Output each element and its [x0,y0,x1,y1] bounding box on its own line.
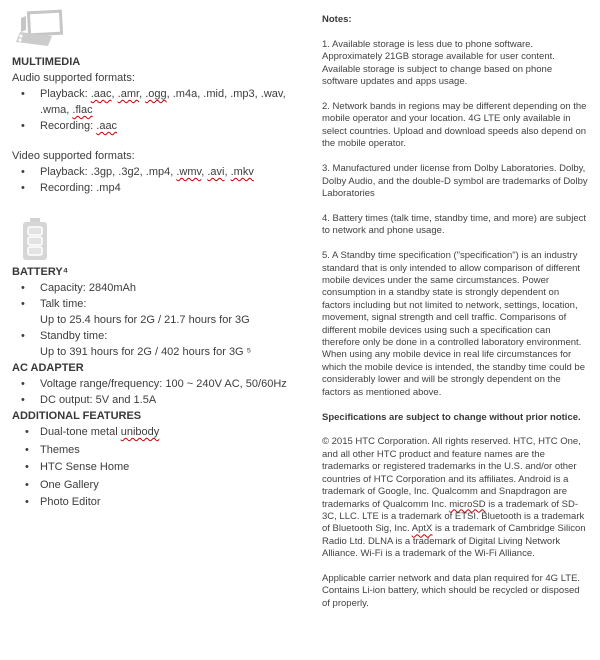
standby-time-label: • Standby time: [40,330,108,342]
feature-one-gallery: • One Gallery [40,478,99,491]
battery-icon [12,216,308,262]
video-playback-formats: • Playback: .3gp, .3g2, .mp4, .wmv, .avi, .mkv [40,166,254,178]
list-item [12,442,308,460]
note-2: 2. Network bands in regions may be different depending on the mobile operator and your location. 4G LTE only available in select countries. Upload and download speeds also depend on the mobile operator. [322,101,587,150]
note-3: 3. Manufactured under license from Dolby Laboratories. Dolby, Dolby Audio, and the double-D symbol are trademarks of Dolby Laboratories [322,163,588,199]
audio-formats-list [12,86,308,134]
voltage-range: • Voltage range/frequency: 100 ~ 240V AC, 50/60Hz [40,378,287,390]
list-item [12,164,308,180]
notes-title: Notes: [322,14,352,25]
additional-features-list [12,424,308,512]
copyright-paragraph: © 2015 HTC Corporation. All rights reserved. HTC, HTC One, and all other HTC product and feature names are the trademarks or registered trademarks in the U.S. and/or other countries of HTC Corporation and its affiliates. Android is a trademark of Google, Inc. Qualcomm and Snapdragon are trademarks of Qualcomm Inc. microSD is a trademark of SD-3C, LLC. LTE is a trademark of ETSI. Bluetooth is a trademark of Bluetooth Sig, Inc. AptX is a trademark of Cambridge Silicon Radio Ltd. DLNA is a trademark of Digital Living Network Alliance. Wi-Fi is a trademark of the Wi-Fi Alliance. [322,436,586,560]
list-item [12,180,308,196]
standby-time-value: Up to 391 hours for 2G / 402 hours for 3G ⁵ [40,346,252,358]
feature-sense-home: • HTC Sense Home [40,461,130,473]
note-4: 4. Battery times (talk time, standby time, and more) are subject to network and phone usage. [322,212,586,237]
list-item [12,118,308,134]
additional-features-heading: ADDITIONAL FEATURES [12,410,142,422]
battery-heading: BATTERY⁴ [12,266,69,278]
ac-adapter-list [12,376,308,408]
dc-output: • DC output: 5V and 1.5A [40,394,157,406]
video-formats-label: Video supported formats: [12,150,135,162]
list-item [12,459,308,477]
list-item [12,86,308,118]
feature-themes: • Themes [40,443,80,456]
list-item [12,280,308,296]
list-item [12,494,308,512]
audio-playback-formats: • Playback: .aac, .amr, .ogg, .m4a, .mid, .mp3, .wav, .wma, .flac [40,88,286,116]
notes-column [322,14,590,623]
battery-list [12,280,308,360]
talk-time-label: • Talk time: [40,298,87,310]
battery-capacity: • Capacity: 2840mAh [40,282,136,294]
list-item [12,477,308,495]
list-item [12,392,308,408]
talk-time-value: Up to 25.4 hours for 2G / 21.7 hours for 3G [40,314,250,326]
multimedia-heading: MULTIMEDIA [12,56,81,68]
specs-change-notice: Specifications are subject to change without prior notice. [322,411,581,423]
video-formats-list [12,164,308,196]
list-item [12,424,308,442]
note-1: 1. Available storage is less due to phone software. Approximately 21GB storage available for user content. Available storage is subject to change based on phone software updates and apps usage. [322,38,555,88]
feature-unibody: • Dual-tone metal unibody [40,426,160,438]
list-item [12,328,308,360]
left-column [12,6,308,512]
feature-photo-editor: • Photo Editor [40,496,101,508]
video-recording-formats: • Recording: .mp4 [40,182,121,194]
list-item [12,296,308,328]
audio-formats-label: Audio supported formats: [12,72,135,84]
ac-adapter-heading: AC ADAPTER [12,362,84,374]
list-item [12,376,308,392]
note-5: 5. A Standby time specification ("specification") is an industry standard that is only intended to allow comparison of different mobile devices under the same circumstances. Power consumption in a standby state is strongly dependent on factors including but not limited to network, settings, location, movement, signal strength and cell traffic. Comparisons of different mobile devices using such a specification can therefore only be done in a controlled laboratory environment. When using any mobile device in real life circumstances for which the mobile device is intended, the standby time could be considerably lower and will be strongly dependent on the factors as mentioned above. [322,250,585,398]
carrier-battery-note: Applicable carrier network and data plan required for 4G LTE. Contains Li-ion battery, which should be recycled or disposed of properly. [322,573,581,609]
audio-recording-formats: • Recording: .aac [40,120,118,132]
multimedia-icon [12,6,308,50]
